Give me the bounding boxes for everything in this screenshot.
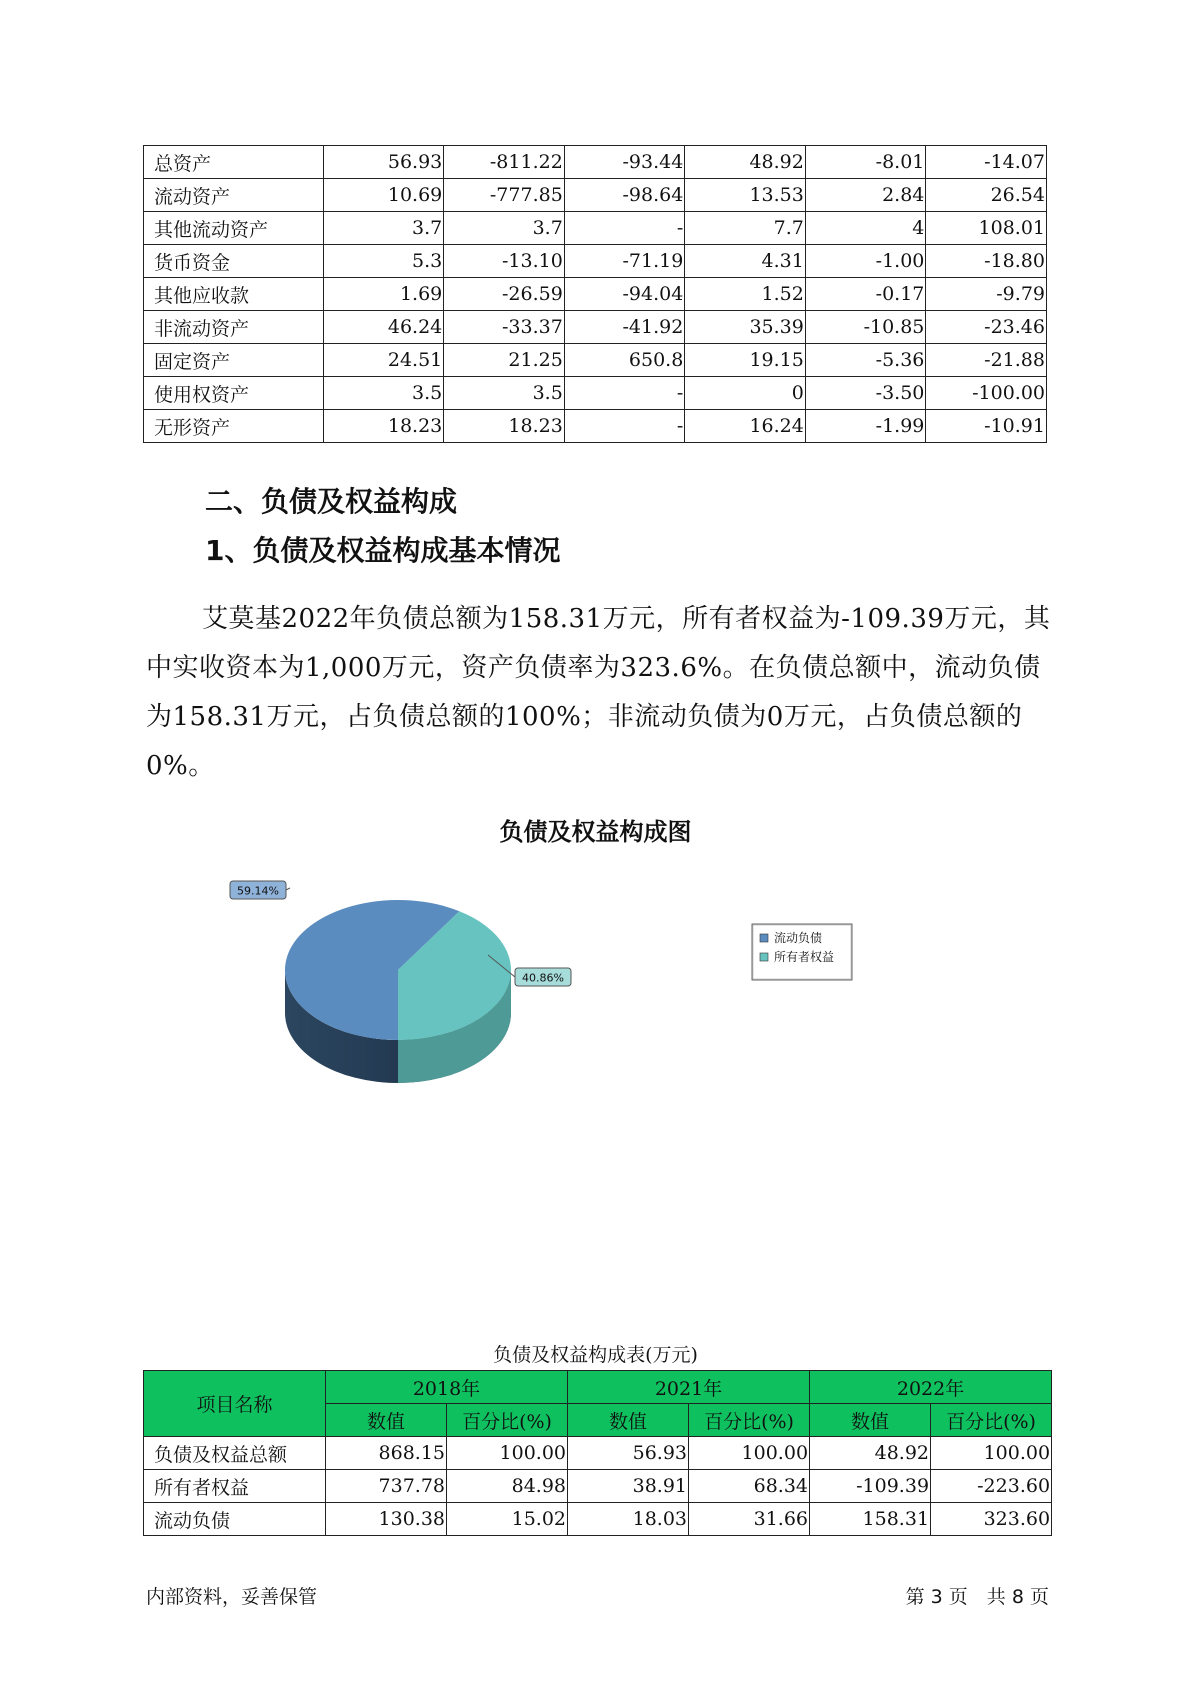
table-cell: 16.24 xyxy=(685,410,806,443)
table-cell: -223.60 xyxy=(931,1470,1052,1503)
row-label: 货币资金 xyxy=(144,245,324,278)
sub-header: 数值 xyxy=(326,1404,447,1437)
pie-chart xyxy=(0,880,1191,1130)
table-cell: 1.69 xyxy=(323,278,444,311)
table-cell: -26.59 xyxy=(444,278,565,311)
table-cell: 3.7 xyxy=(444,212,565,245)
table-cell: 68.34 xyxy=(689,1470,810,1503)
table-cell: -10.91 xyxy=(926,410,1047,443)
table-cell: -109.39 xyxy=(810,1470,931,1503)
table-cell: -23.46 xyxy=(926,311,1047,344)
table-cell: 3.7 xyxy=(323,212,444,245)
table-cell: -8.01 xyxy=(805,146,926,179)
row-label: 其他流动资产 xyxy=(144,212,324,245)
table-cell: -71.19 xyxy=(564,245,685,278)
page-mid: 页 共 xyxy=(948,1586,1006,1608)
chart-legend xyxy=(752,924,852,980)
table-cell: -9.79 xyxy=(926,278,1047,311)
row-label: 固定资产 xyxy=(144,344,324,377)
table-caption: 负债及权益构成表(万元) xyxy=(493,1344,698,1366)
footer-note: 内部资料，妥善保管 xyxy=(146,1586,318,1608)
table-cell: 3.5 xyxy=(323,377,444,410)
liability-equity-table xyxy=(143,1370,1052,1536)
table-row xyxy=(144,245,1047,278)
row-label: 所有者权益 xyxy=(144,1470,326,1503)
legend-swatch xyxy=(760,934,768,942)
table-cell: 84.98 xyxy=(447,1470,568,1503)
table-cell: 10.69 xyxy=(323,179,444,212)
section-paragraph: 艾莫基2022年负债总额为158.31万元，所有者权益为-109.39万元，其中实收资本为1,000万元，资产负债率为323.6%。在负债总额中，流动负债为158.31万元，占负债总额的100%；非流动负债为0万元，占负债总额的0%。 xyxy=(146,604,1051,781)
table-row xyxy=(144,344,1047,377)
table-row xyxy=(144,377,1047,410)
asset-table xyxy=(143,145,1047,443)
row-label: 使用权资产 xyxy=(144,377,324,410)
table-cell: 868.15 xyxy=(326,1437,447,1470)
table-row xyxy=(144,1503,1052,1536)
table-cell: -21.88 xyxy=(926,344,1047,377)
table-cell: 2.84 xyxy=(805,179,926,212)
table-cell: -1.99 xyxy=(805,410,926,443)
table-row xyxy=(144,146,1047,179)
table-cell: -14.07 xyxy=(926,146,1047,179)
table-row xyxy=(144,311,1047,344)
table-cell: 4 xyxy=(805,212,926,245)
table-cell: 19.15 xyxy=(685,344,806,377)
table-cell: 130.38 xyxy=(326,1503,447,1536)
table-cell: 5.3 xyxy=(323,245,444,278)
table-cell: 21.25 xyxy=(444,344,565,377)
data-label: 59.14% xyxy=(237,884,279,898)
table-cell: 26.54 xyxy=(926,179,1047,212)
table-cell: -0.17 xyxy=(805,278,926,311)
table-cell: 0 xyxy=(685,377,806,410)
sub-header: 数值 xyxy=(810,1404,931,1437)
table-row xyxy=(144,410,1047,443)
table-cell: -33.37 xyxy=(444,311,565,344)
table-cell: 737.78 xyxy=(326,1470,447,1503)
table-cell: - xyxy=(564,377,685,410)
row-label: 流动资产 xyxy=(144,179,324,212)
table-cell: -93.44 xyxy=(564,146,685,179)
row-label: 非流动资产 xyxy=(144,311,324,344)
table-cell: 323.60 xyxy=(931,1503,1052,1536)
table-cell: 18.23 xyxy=(323,410,444,443)
table-cell: 48.92 xyxy=(810,1437,931,1470)
year-header: 2021年 xyxy=(568,1371,810,1404)
table-cell: -3.50 xyxy=(805,377,926,410)
table-cell: 56.93 xyxy=(568,1437,689,1470)
table-cell: 48.92 xyxy=(685,146,806,179)
row-label: 无形资产 xyxy=(144,410,324,443)
data-label: 40.86% xyxy=(522,971,564,985)
section-subheading: 1、负债及权益构成基本情况 xyxy=(205,534,561,567)
page-prefix: 第 xyxy=(905,1586,925,1608)
sub-header: 百分比(%) xyxy=(931,1404,1052,1437)
row-label: 其他应收款 xyxy=(144,278,324,311)
table-cell: 13.53 xyxy=(685,179,806,212)
chart-title: 负债及权益构成图 xyxy=(499,818,692,846)
page-suffix: 页 xyxy=(1029,1586,1049,1608)
row-label: 流动负债 xyxy=(144,1503,326,1536)
year-header: 2022年 xyxy=(810,1371,1052,1404)
table-cell: - xyxy=(564,212,685,245)
total-pages: 8 xyxy=(1011,1586,1024,1608)
table-cell: -811.22 xyxy=(444,146,565,179)
corner-header: 项目名称 xyxy=(144,1371,326,1437)
table-cell: -100.00 xyxy=(926,377,1047,410)
year-header: 2018年 xyxy=(326,1371,568,1404)
table-cell: 7.7 xyxy=(685,212,806,245)
legend-swatch xyxy=(760,953,768,961)
table-row xyxy=(144,278,1047,311)
table-cell: -1.00 xyxy=(805,245,926,278)
table-cell: -10.85 xyxy=(805,311,926,344)
table-cell: 35.39 xyxy=(685,311,806,344)
table-cell: 100.00 xyxy=(931,1437,1052,1470)
sub-header: 百分比(%) xyxy=(447,1404,568,1437)
sub-header: 数值 xyxy=(568,1404,689,1437)
table-cell: -41.92 xyxy=(564,311,685,344)
table-cell: 1.52 xyxy=(685,278,806,311)
table-cell: 18.23 xyxy=(444,410,565,443)
table-cell: 3.5 xyxy=(444,377,565,410)
row-label: 负债及权益总额 xyxy=(144,1437,326,1470)
table-cell: 31.66 xyxy=(689,1503,810,1536)
table-row xyxy=(144,179,1047,212)
page-indicator xyxy=(906,1582,1049,1609)
sub-header: 百分比(%) xyxy=(689,1404,810,1437)
table-row xyxy=(144,212,1047,245)
table-cell: 108.01 xyxy=(926,212,1047,245)
table-cell: 56.93 xyxy=(323,146,444,179)
table-cell: 100.00 xyxy=(689,1437,810,1470)
legend-label: 流动负债 xyxy=(774,931,823,945)
table-cell: 4.31 xyxy=(685,245,806,278)
table-cell: -98.64 xyxy=(564,179,685,212)
table-cell: 24.51 xyxy=(323,344,444,377)
table-cell: 650.8 xyxy=(564,344,685,377)
table-cell: -5.36 xyxy=(805,344,926,377)
row-label: 总资产 xyxy=(144,146,324,179)
page-number: 3 xyxy=(930,1586,943,1608)
table-cell: -13.10 xyxy=(444,245,565,278)
table-cell: 158.31 xyxy=(810,1503,931,1536)
table-cell: - xyxy=(564,410,685,443)
table-cell: 46.24 xyxy=(323,311,444,344)
section-heading: 二、负债及权益构成 xyxy=(205,485,458,518)
table-row xyxy=(144,1437,1052,1470)
table-cell: 15.02 xyxy=(447,1503,568,1536)
table-cell: -777.85 xyxy=(444,179,565,212)
table-cell: 18.03 xyxy=(568,1503,689,1536)
table-row xyxy=(144,1470,1052,1503)
table-cell: -18.80 xyxy=(926,245,1047,278)
table-cell: 100.00 xyxy=(447,1437,568,1470)
data-label-leader xyxy=(286,888,290,890)
table-cell: 38.91 xyxy=(568,1470,689,1503)
legend-label: 所有者权益 xyxy=(774,950,835,964)
table-cell: -94.04 xyxy=(564,278,685,311)
